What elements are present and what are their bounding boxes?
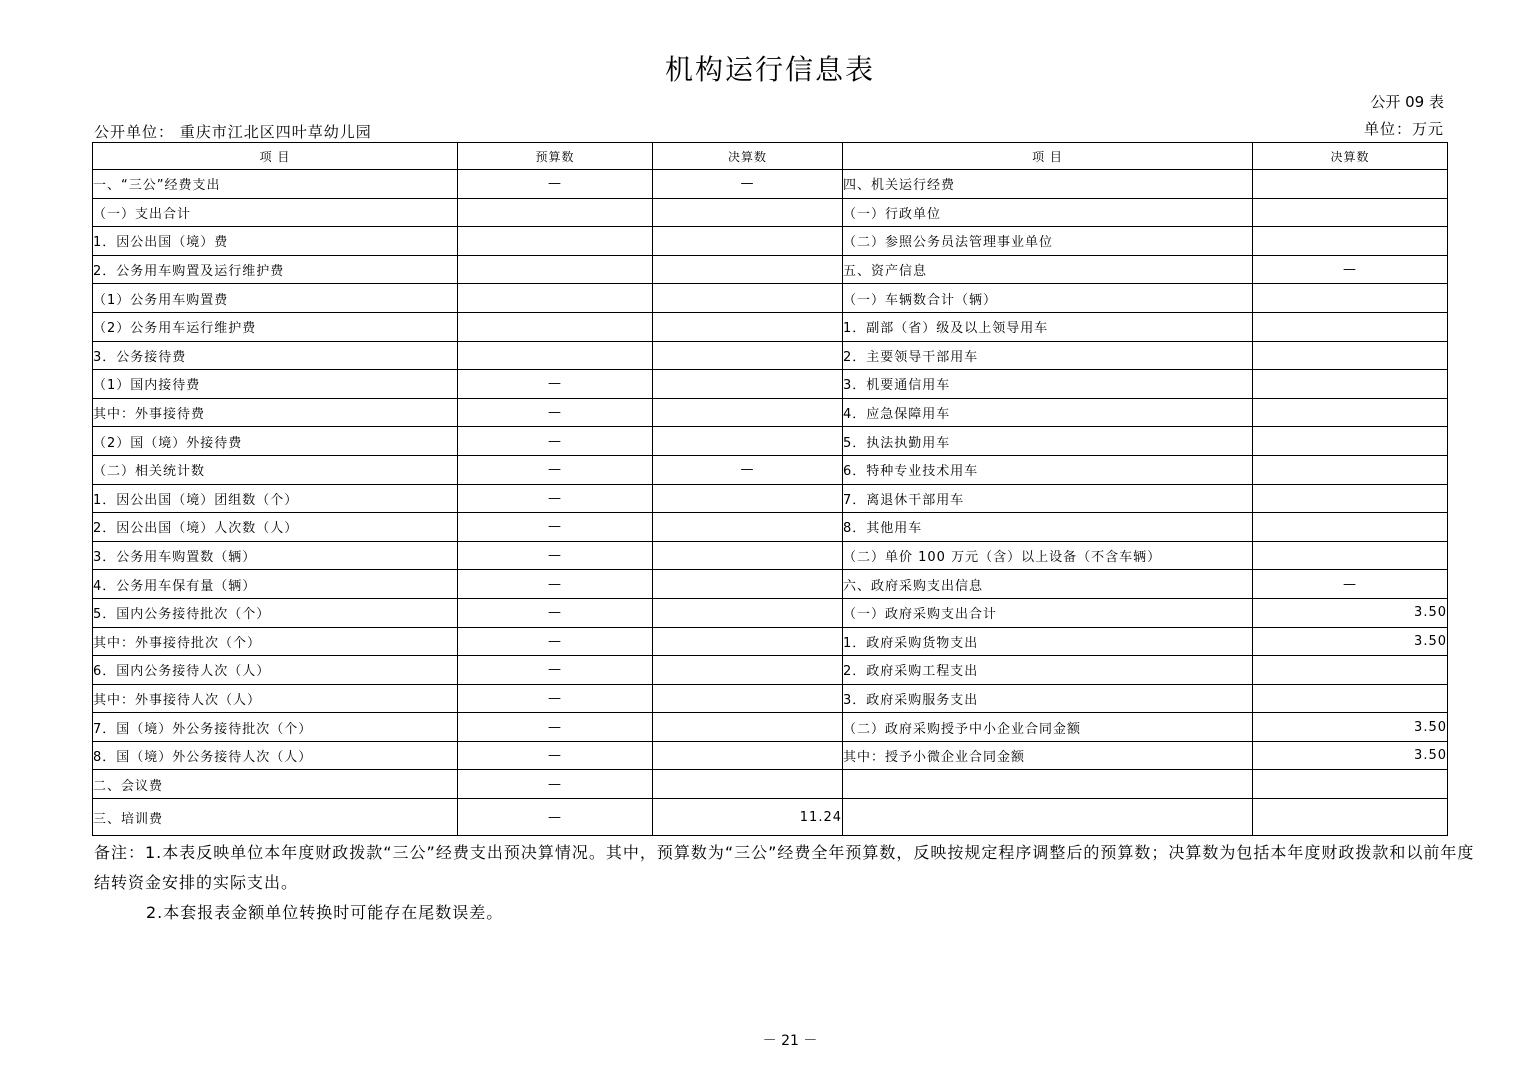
row-final-left — [653, 684, 843, 713]
public-unit-name: 重庆市江北区四叶草幼儿园 — [179, 123, 372, 141]
header-item-left: 项 目 — [93, 143, 458, 170]
row-budget — [458, 255, 653, 284]
row-final-left — [653, 598, 843, 627]
row-final-right: — — [1253, 570, 1448, 599]
row-final-left: 11.24 — [653, 799, 843, 836]
row-item-right: （一）行政单位 — [843, 198, 1253, 227]
form-number: 公开 09 表 — [1370, 93, 1444, 111]
row-final-left — [653, 484, 843, 513]
table-row — [93, 541, 1448, 570]
table-row — [93, 255, 1448, 284]
row-final-left — [653, 370, 843, 399]
table-row — [93, 484, 1448, 513]
row-item-right: 6．特种专业技术用车 — [843, 455, 1253, 484]
row-item-right: 1．政府采购货物支出 — [843, 627, 1253, 656]
row-final-left — [653, 427, 843, 456]
table-row — [93, 370, 1448, 399]
row-item-left: 其中：外事接待费 — [93, 398, 458, 427]
row-item-left: 3．公务接待费 — [93, 341, 458, 370]
row-final-left — [653, 513, 843, 542]
row-budget: — — [458, 627, 653, 656]
row-final-left: — — [653, 455, 843, 484]
row-item-right: 六、政府采购支出信息 — [843, 570, 1253, 599]
row-budget: — — [458, 370, 653, 399]
row-budget: — — [458, 427, 653, 456]
row-item-left: 一、“三公”经费支出 — [93, 170, 458, 199]
row-final-right — [1253, 312, 1448, 341]
table-row — [93, 513, 1448, 542]
row-final-right: — — [1253, 255, 1448, 284]
row-final-left — [653, 227, 843, 256]
row-item-right: 8．其他用车 — [843, 513, 1253, 542]
row-item-right — [843, 770, 1253, 799]
row-item-left: 5．国内公务接待批次（个） — [93, 598, 458, 627]
row-budget — [458, 312, 653, 341]
row-budget: — — [458, 455, 653, 484]
note-1: 备注：1.本表反映单位本年度财政拨款“三公”经费支出预决算情况。其中，预算数为“三公”经费全年预算数，反映按规定程序调整后的预算数；决算数为包括本年度财政拨款和以前年度结转资金安排的实际支出。 — [94, 843, 1475, 892]
row-final-left — [653, 770, 843, 799]
row-item-left: 7．国（境）外公务接待批次（个） — [93, 713, 458, 742]
public-unit-label: 公开单位： — [94, 123, 175, 141]
amount-unit: 单位：万元 — [1363, 120, 1444, 138]
row-final-right: 3.50 — [1253, 741, 1448, 770]
notes — [94, 838, 1484, 928]
row-item-right: 四、机关运行经费 — [843, 170, 1253, 199]
row-item-right: 3．机要通信用车 — [843, 370, 1253, 399]
row-budget: — — [458, 598, 653, 627]
row-item-left: 6．国内公务接待人次（人） — [93, 656, 458, 685]
operation-info-table — [92, 142, 1448, 836]
table-row — [93, 284, 1448, 313]
table-row — [93, 598, 1448, 627]
table-row — [93, 312, 1448, 341]
row-item-right: 4．应急保障用车 — [843, 398, 1253, 427]
row-final-left — [653, 341, 843, 370]
row-budget: — — [458, 170, 653, 199]
row-item-right: （一）车辆数合计（辆） — [843, 284, 1253, 313]
row-budget: — — [458, 713, 653, 742]
row-final-right — [1253, 799, 1448, 836]
row-item-right: 7．离退休干部用车 — [843, 484, 1253, 513]
row-item-left: （2）国（境）外接待费 — [93, 427, 458, 456]
row-item-left: 其中：外事接待人次（人） — [93, 684, 458, 713]
row-item-left: 8．国（境）外公务接待人次（人） — [93, 741, 458, 770]
header-item-right: 项 目 — [843, 143, 1253, 170]
row-final-right — [1253, 770, 1448, 799]
table-row — [93, 455, 1448, 484]
row-final-right — [1253, 284, 1448, 313]
row-item-right: （二）单价 100 万元（含）以上设备（不含车辆） — [843, 541, 1253, 570]
row-item-right: 5．执法执勤用车 — [843, 427, 1253, 456]
row-final-right — [1253, 541, 1448, 570]
table-row — [93, 741, 1448, 770]
row-item-right: 2．政府采购工程支出 — [843, 656, 1253, 685]
row-item-left: 2．因公出国（境）人次数（人） — [93, 513, 458, 542]
table-row — [93, 570, 1448, 599]
row-item-left: （一）支出合计 — [93, 198, 458, 227]
header-final-left: 决算数 — [653, 143, 843, 170]
row-final-left — [653, 255, 843, 284]
row-final-left — [653, 284, 843, 313]
row-budget: — — [458, 484, 653, 513]
row-item-right: 五、资产信息 — [843, 255, 1253, 284]
row-final-left — [653, 541, 843, 570]
note-2: 2.本套报表金额单位转换时可能存在尾数误差。 — [146, 903, 504, 922]
row-item-left: 4．公务用车保有量（辆） — [93, 570, 458, 599]
page-number: － 21 － — [762, 1033, 818, 1049]
row-item-left: （1）公务用车购置费 — [93, 284, 458, 313]
row-item-right — [843, 799, 1253, 836]
table-row — [93, 227, 1448, 256]
row-final-right — [1253, 370, 1448, 399]
row-final-right: 3.50 — [1253, 627, 1448, 656]
row-item-left: 1．因公出国（境）团组数（个） — [93, 484, 458, 513]
row-final-left — [653, 741, 843, 770]
row-budget: — — [458, 741, 653, 770]
row-final-right — [1253, 484, 1448, 513]
row-item-left: （二）相关统计数 — [93, 455, 458, 484]
row-item-left: 3．公务用车购置数（辆） — [93, 541, 458, 570]
row-final-right — [1253, 398, 1448, 427]
row-budget — [458, 198, 653, 227]
row-budget: — — [458, 570, 653, 599]
header-final-right: 决算数 — [1253, 143, 1448, 170]
row-final-right — [1253, 427, 1448, 456]
row-budget — [458, 341, 653, 370]
row-item-left: 二、会议费 — [93, 770, 458, 799]
row-final-right — [1253, 684, 1448, 713]
row-item-right: 3．政府采购服务支出 — [843, 684, 1253, 713]
row-item-right: （二）参照公务员法管理事业单位 — [843, 227, 1253, 256]
row-item-left: （2）公务用车运行维护费 — [93, 312, 458, 341]
table-row — [93, 799, 1448, 836]
row-final-left: — — [653, 170, 843, 199]
row-final-left — [653, 627, 843, 656]
table-title: 机构运行信息表 — [664, 53, 875, 86]
table-row — [93, 198, 1448, 227]
row-item-right: 1．副部（省）级及以上领导用车 — [843, 312, 1253, 341]
row-budget: — — [458, 770, 653, 799]
row-final-left — [653, 713, 843, 742]
row-final-right — [1253, 455, 1448, 484]
table-row — [93, 170, 1448, 199]
table-row — [93, 341, 1448, 370]
row-budget: — — [458, 684, 653, 713]
row-final-left — [653, 198, 843, 227]
row-budget: — — [458, 398, 653, 427]
row-final-left — [653, 312, 843, 341]
table-row — [93, 713, 1448, 742]
row-final-right: 3.50 — [1253, 598, 1448, 627]
row-final-right — [1253, 656, 1448, 685]
header-budget: 预算数 — [458, 143, 653, 170]
row-budget: — — [458, 799, 653, 836]
row-final-left — [653, 570, 843, 599]
public-unit — [94, 121, 372, 142]
row-item-right: 其中：授予小微企业合同金额 — [843, 741, 1253, 770]
row-budget: — — [458, 656, 653, 685]
row-budget: — — [458, 541, 653, 570]
table-header-row — [93, 143, 1448, 170]
table-row — [93, 627, 1448, 656]
row-item-left: （1）国内接待费 — [93, 370, 458, 399]
row-final-right: 3.50 — [1253, 713, 1448, 742]
row-item-left: 三、培训费 — [93, 799, 458, 836]
row-item-right: （一）政府采购支出合计 — [843, 598, 1253, 627]
row-final-right — [1253, 513, 1448, 542]
row-item-right: （二）政府采购授予中小企业合同金额 — [843, 713, 1253, 742]
row-item-left: 1．因公出国（境）费 — [93, 227, 458, 256]
row-final-left — [653, 398, 843, 427]
row-budget — [458, 227, 653, 256]
row-final-right — [1253, 170, 1448, 199]
row-final-right — [1253, 198, 1448, 227]
row-budget — [458, 284, 653, 313]
table-row — [93, 656, 1448, 685]
row-budget: — — [458, 513, 653, 542]
row-final-right — [1253, 227, 1448, 256]
table-row — [93, 427, 1448, 456]
row-item-right: 2．主要领导干部用车 — [843, 341, 1253, 370]
row-item-left: 其中：外事接待批次（个） — [93, 627, 458, 656]
row-item-left: 2．公务用车购置及运行维护费 — [93, 255, 458, 284]
row-final-left — [653, 656, 843, 685]
table-row — [93, 398, 1448, 427]
row-final-right — [1253, 341, 1448, 370]
table-row — [93, 684, 1448, 713]
table-row — [93, 770, 1448, 799]
